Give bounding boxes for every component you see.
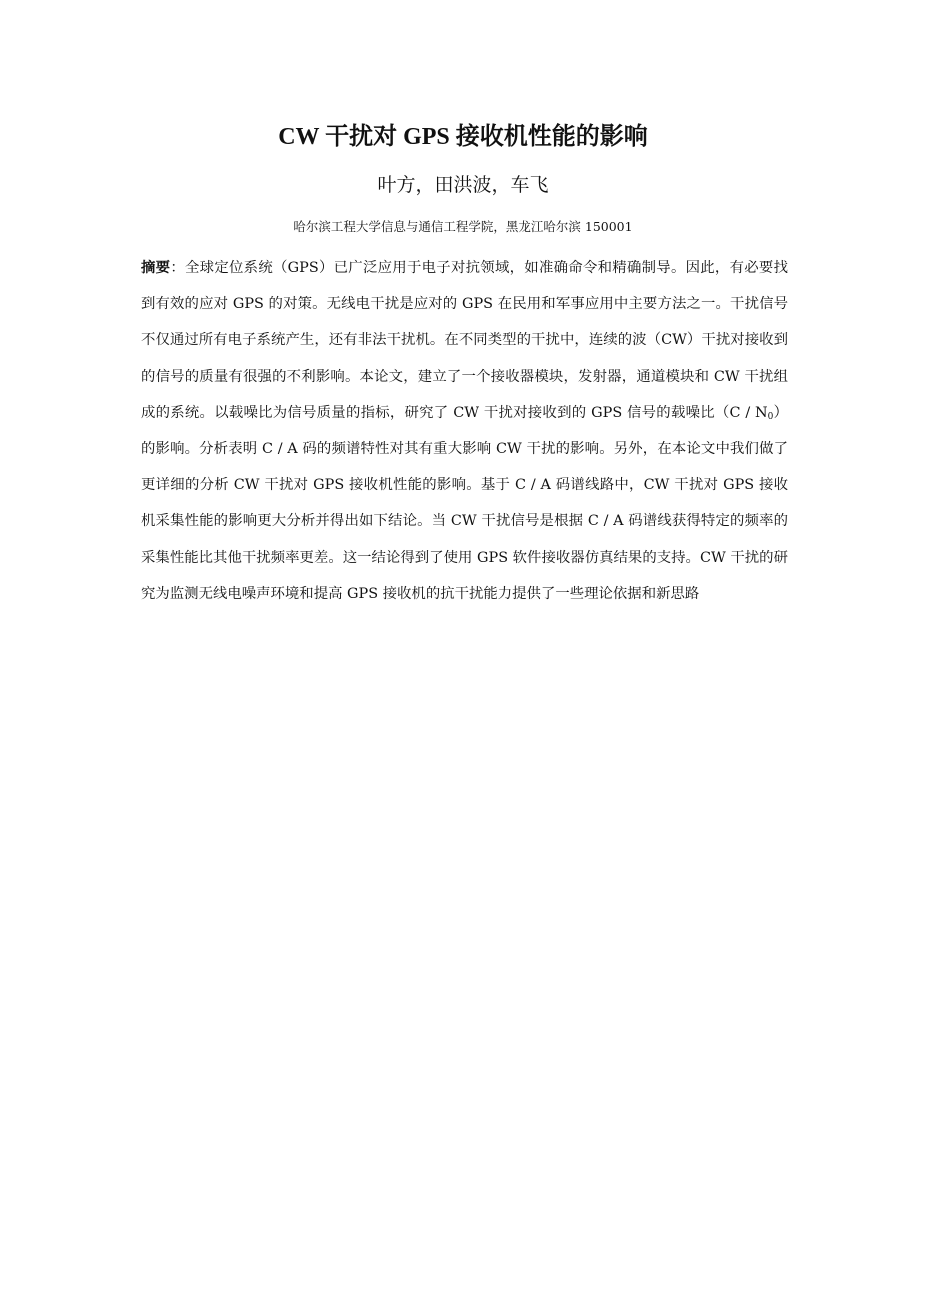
abstract-text-part1: 全球定位系统（GPS）已广泛应用于电子对抗领域，如准确命令和精确制导。因此，有必要找到有效的应对 GPS 的对策。无线电干扰是应对的 GPS 在民用和军事应用中主要方法之一。干扰信号不仅通过所有电子系统产生，还有非法干扰机。在不同类型的干扰中，连续的波（CW）干扰对接收到的信号的质量有很强的不利影响。本论文，建立了一个接收器模块，发射器，通道模块和 CW 干扰组成的系统。以载噪比为信号质量的指标，研究了 CW 干扰对接收到的 GPS 信号的载噪比（C / N: [141, 260, 788, 421]
paper-affiliation: 哈尔滨工程大学信息与通信工程学院，黑龙江哈尔滨 150001: [293, 219, 633, 234]
abstract-label: 摘要: [141, 260, 171, 276]
abstract-text-part2: ）的影响。分析表明 C / A 码的频谱特性对其有重大影响 CW 干扰的影响。另外，在本论文中我们做了更详细的分析 CW 干扰对 GPS 接收机性能的影响。基于 C / A 码谱线路中，CW 干扰对 GPS 接收机采集性能的影响更大分析并得出如下结论。当 CW 干扰信号是根据 C / A 码谱线获得特定的频率的采集性能比其他干扰频率更差。这一结论得到了使用 GPS 软件接收器仿真结果的支持。CW 干扰的研究为监测无线电噪声环境和提高 GPS 接收机的抗干扰能力提供了一些理论依据和新思路: [141, 404, 788, 602]
abstract-label-separator: ：: [170, 260, 186, 276]
abstract-paragraph: [141, 250, 788, 612]
abstract-subscript: 0: [767, 411, 774, 422]
paper-authors: 叶方，田洪波，车飞: [377, 174, 549, 196]
paper-title: CW 干扰对 GPS 接收机性能的影响: [278, 124, 648, 150]
